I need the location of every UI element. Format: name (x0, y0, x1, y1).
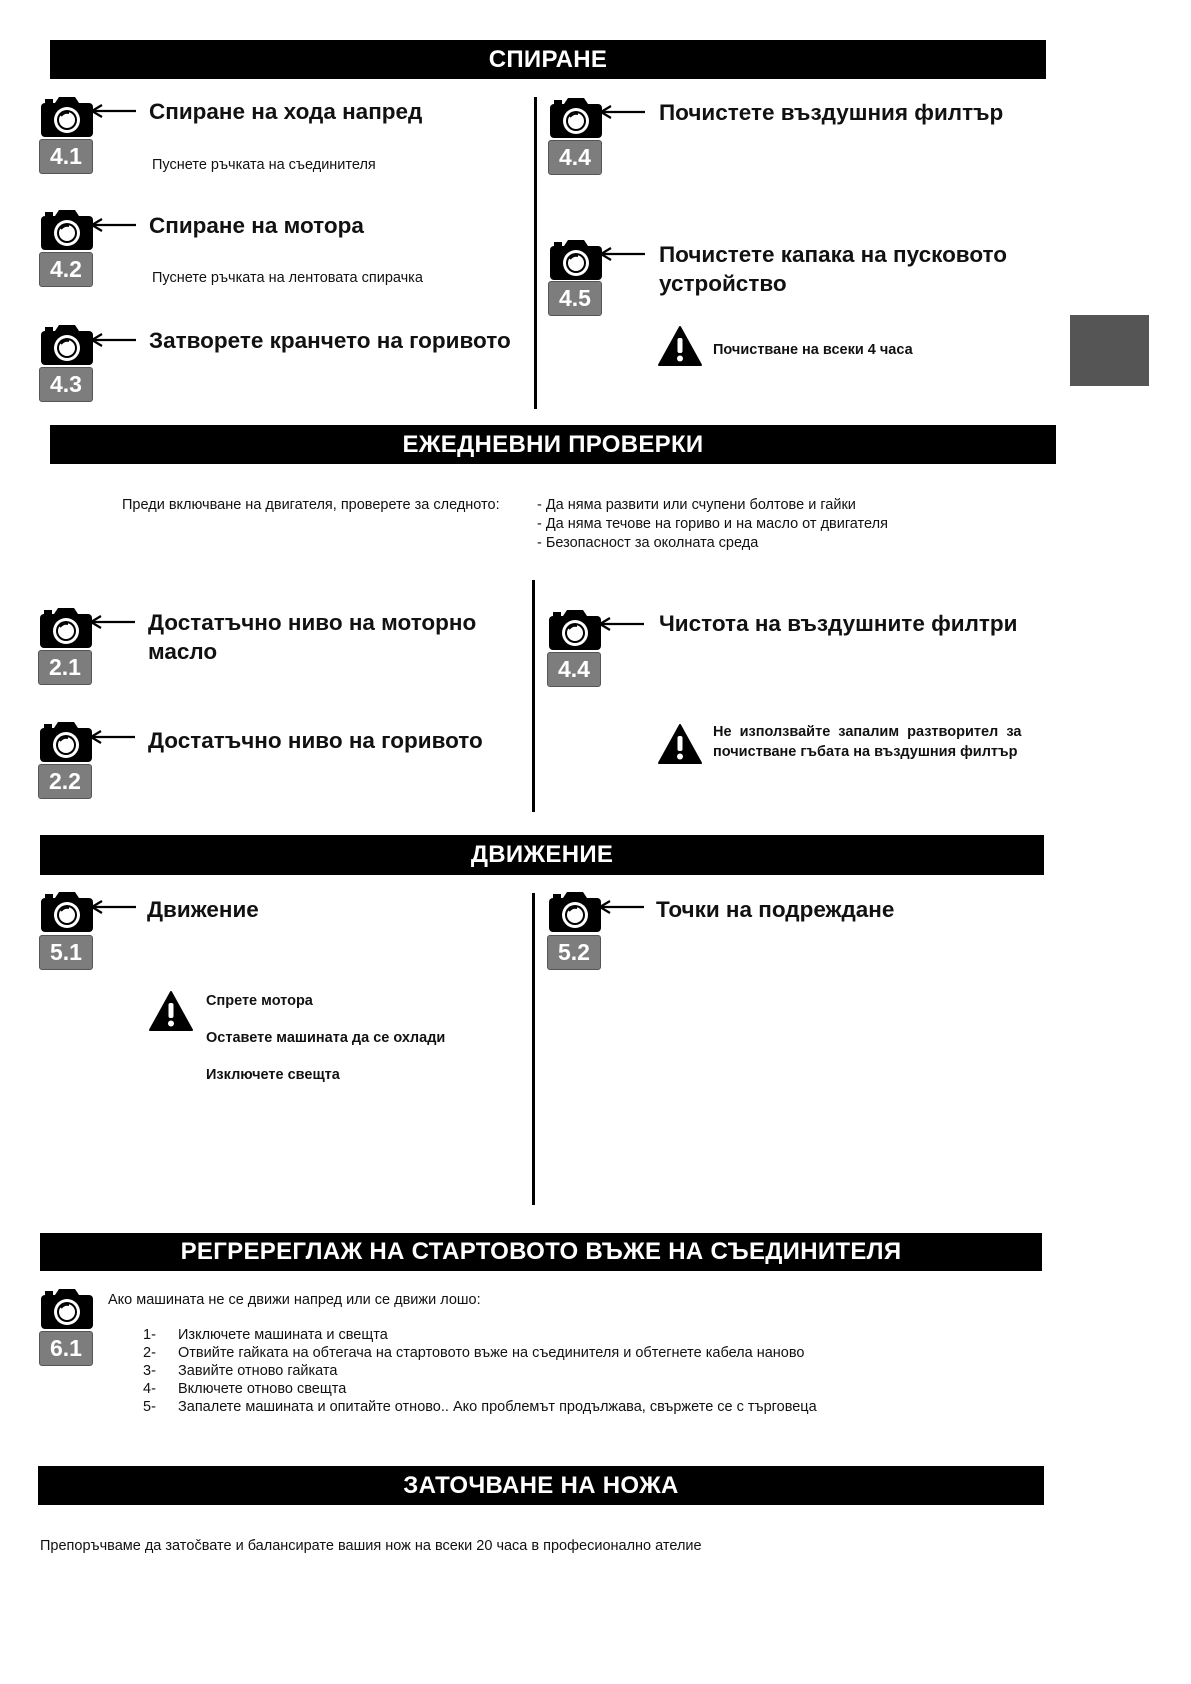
step-text: Запалете машината и опитайте отново.. Ако проблемът продължава, свържете се с търговеца (178, 1399, 817, 1415)
warning-text: Спрете мотора (206, 993, 313, 1009)
step-number: 3- (143, 1363, 156, 1379)
step-title: Почистете въздушния филтър (659, 100, 1004, 125)
step-badge: 4.4 (547, 652, 601, 687)
step-title (148, 608, 476, 666)
step-title: Спиране на мотора (149, 213, 364, 238)
step-badge: 5.1 (39, 935, 93, 970)
arrow-left-icon (89, 615, 137, 629)
warning-icon (657, 325, 703, 367)
step-text: Включете отново свещта (178, 1381, 347, 1397)
step-number: 1- (143, 1327, 156, 1343)
check-item: - Да няма течове на гориво и на масло от двигателя (537, 516, 888, 532)
camera-icon (39, 890, 95, 934)
step-title: Чистота на въздушните филтри (659, 611, 1018, 636)
checks-intro: Преди включване на двигателя, проверете за следното: (122, 497, 500, 513)
step-title: Движение (147, 897, 259, 922)
step-title: Точки на подреждане (656, 897, 895, 922)
step-title: Затворете кранчето на горивото (149, 328, 511, 353)
step-badge: 6.1 (39, 1331, 93, 1366)
arrow-left-icon (90, 104, 138, 118)
arrow-left-icon (599, 247, 647, 261)
step-title: Спиране на хода напред (149, 99, 423, 124)
check-item: - Безопасност за околната среда (537, 535, 759, 551)
step-text: Завийте отново гайката (178, 1363, 338, 1379)
camera-icon (38, 606, 94, 650)
step-badge: 4.4 (548, 140, 602, 175)
side-tab (1070, 315, 1149, 386)
step-badge: 4.5 (548, 281, 602, 316)
section-header-movement: ДВИЖЕНИЕ (40, 835, 1044, 875)
camera-icon (548, 96, 604, 140)
step-badge: 5.2 (547, 935, 601, 970)
camera-icon (39, 95, 95, 139)
camera-icon (547, 890, 603, 934)
step-badge: 4.3 (39, 367, 93, 402)
arrow-left-icon (598, 617, 646, 631)
step-title-line: Достатъчно ниво на моторно (148, 610, 477, 635)
step-text: Изключете машината и свещта (178, 1327, 388, 1343)
step-title-line: Почистете капака на пусковото (659, 242, 1007, 267)
step-note: Пуснете ръчката на съединителя (152, 157, 376, 173)
camera-icon (39, 1287, 95, 1331)
step-badge: 2.1 (38, 650, 92, 685)
arrow-left-icon (90, 333, 138, 347)
step-badge: 4.2 (39, 252, 93, 287)
warning-icon (657, 723, 703, 765)
section-header-sharpening: ЗАТОЧВАНЕ НА НОЖА (38, 1466, 1044, 1505)
section-header-stopping: СПИРАНЕ (50, 40, 1046, 79)
warning-text: Почистване на всеки 4 часа (713, 342, 913, 358)
step-title (659, 240, 1007, 298)
arrow-left-icon (90, 900, 138, 914)
camera-icon (39, 323, 95, 367)
camera-icon (38, 720, 94, 764)
step-note: Пуснете ръчката на лентовата спирачка (152, 270, 423, 286)
step-number: 2- (143, 1345, 156, 1361)
step-title-line: масло (148, 639, 218, 664)
section-header-clutch: РЕГРЕРЕГЛАЖ НА СТАРТОВОТО ВЪЖЕ НА СЪЕДИНИТЕЛЯ (40, 1233, 1042, 1271)
warning-text: Оставете машината да се охлади (206, 1030, 446, 1046)
step-title: Достатъчно ниво на горивото (148, 728, 483, 753)
step-badge: 4.1 (39, 139, 93, 174)
sharpening-text: Препоръчваме да затočвате и балансирате вашия нож на всеки 20 часа в професионално ателие (40, 1538, 702, 1554)
arrow-left-icon (90, 218, 138, 232)
warning-text: Изключете свещта (206, 1067, 340, 1083)
step-number: 5- (143, 1399, 156, 1415)
camera-icon (39, 208, 95, 252)
arrow-left-icon (599, 105, 647, 119)
section-header-daily-checks: ЕЖЕДНЕВНИ ПРОВЕРКИ (50, 425, 1056, 464)
step-title-line: устройство (659, 271, 787, 296)
check-item: - Да няма развити или счупени болтове и гайки (537, 497, 856, 513)
step-badge: 2.2 (38, 764, 92, 799)
warning-text: почистване гъбата на въздушния филтър (713, 744, 1018, 760)
step-number: 4- (143, 1381, 156, 1397)
divider (532, 893, 535, 1205)
warning-icon (148, 990, 194, 1032)
clutch-intro: Ако машината не се движи напред или се движи лошо: (108, 1292, 481, 1308)
step-text: Отвийте гайката на обтегача на стартовото въже на съединителя и обтегнете кабела наново (178, 1345, 805, 1361)
camera-icon (548, 238, 604, 282)
divider (532, 580, 535, 812)
camera-icon (547, 608, 603, 652)
divider (534, 97, 537, 409)
arrow-left-icon (89, 730, 137, 744)
arrow-left-icon (598, 900, 646, 914)
warning-text: Не използвайте запалим разтворител за (713, 724, 1022, 740)
